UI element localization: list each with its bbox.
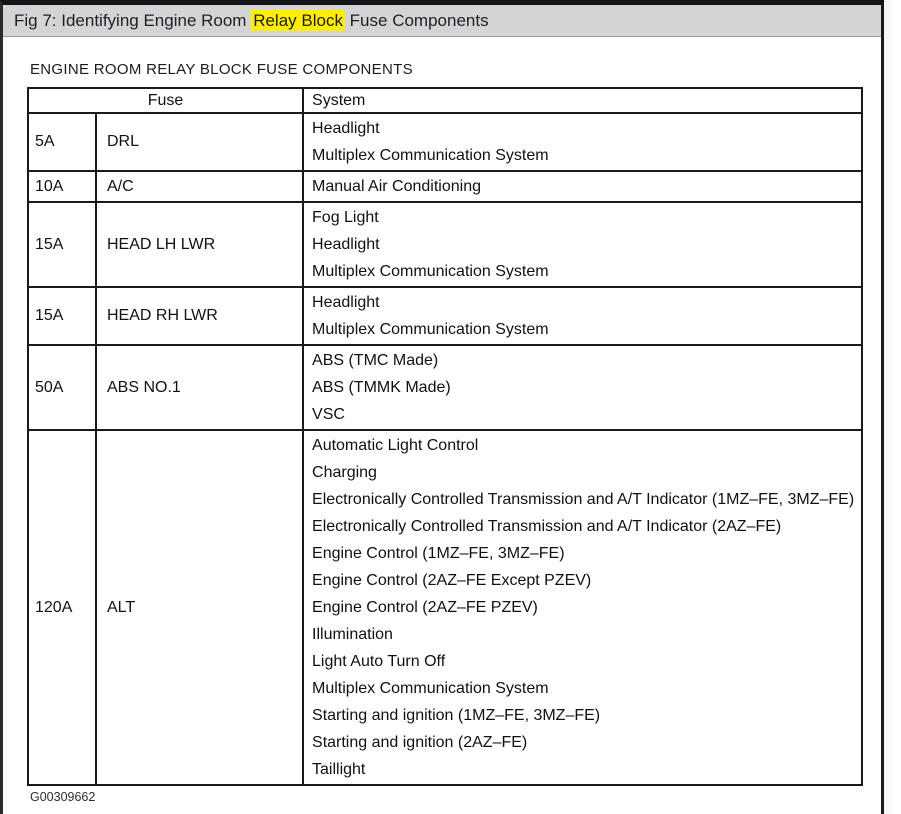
table-header-row xyxy=(28,88,862,113)
system-entry: Starting and ignition (2AZ–FE) xyxy=(312,733,528,751)
fuse-amperage: 5A xyxy=(28,113,96,171)
system-entry: Multiplex Communication System xyxy=(312,320,549,338)
system-entry: Fog Light xyxy=(312,208,379,226)
system-entry: ABS (TMMK Made) xyxy=(312,378,451,396)
table-row xyxy=(28,113,862,171)
system-entry: Multiplex Communication System xyxy=(312,262,549,280)
system-entry: Multiplex Communication System xyxy=(312,146,549,164)
fuse-name: ABS NO.1 xyxy=(96,345,303,430)
table-title: ENGINE ROOM RELAY BLOCK FUSE COMPONENTS xyxy=(30,61,413,78)
right-gutter xyxy=(884,0,901,814)
system-entry: Manual Air Conditioning xyxy=(312,177,482,195)
system-entry: Headlight xyxy=(312,119,380,137)
figure-title-bar xyxy=(3,5,881,37)
fuse-table-body xyxy=(28,113,862,785)
fuse-systems xyxy=(303,430,862,785)
system-entry: Multiplex Communication System xyxy=(312,679,549,697)
system-entry: Light Auto Turn Off xyxy=(312,652,446,670)
fuse-components-table xyxy=(27,87,863,786)
system-entry: Engine Control (1MZ–FE, 3MZ–FE) xyxy=(312,544,565,562)
system-entry: Headlight xyxy=(312,235,380,253)
search-highlight: Relay Block xyxy=(253,10,343,30)
system-entry: ABS (TMC Made) xyxy=(312,351,439,369)
fuse-name: HEAD LH LWR xyxy=(96,202,303,287)
fuse-amperage: 15A xyxy=(28,202,96,287)
system-entry: Engine Control (2AZ–FE PZEV) xyxy=(312,598,538,616)
fuse-systems xyxy=(303,113,862,171)
fuse-amperage: 120A xyxy=(28,430,96,785)
system-entry: Taillight xyxy=(312,760,366,778)
system-entry: Electronically Controlled Transmission and A/T Indicator (2AZ–FE) xyxy=(312,517,782,535)
table-row xyxy=(28,202,862,287)
figure-title-suffix: Fuse Components xyxy=(344,10,489,30)
system-entry: Electronically Controlled Transmission and A/T Indicator (1MZ–FE, 3MZ–FE) xyxy=(312,490,855,508)
table-row xyxy=(28,171,862,202)
column-header-fuse: Fuse xyxy=(28,88,303,113)
fuse-name: HEAD RH LWR xyxy=(96,287,303,345)
fuse-systems xyxy=(303,287,862,345)
fuse-systems xyxy=(303,171,862,202)
system-entry: Engine Control (2AZ–FE Except PZEV) xyxy=(312,571,592,589)
fuse-amperage: 15A xyxy=(28,287,96,345)
fuse-amperage: 50A xyxy=(28,345,96,430)
table-row xyxy=(28,430,862,785)
document-content xyxy=(3,37,881,804)
figure-id: G00309662 xyxy=(30,790,96,804)
system-entry: Automatic Light Control xyxy=(312,436,479,454)
system-entry: Charging xyxy=(312,463,377,481)
system-entry: VSC xyxy=(312,405,345,423)
table-row xyxy=(28,287,862,345)
figure-title xyxy=(14,11,489,31)
fuse-systems xyxy=(303,202,862,287)
fuse-name: ALT xyxy=(96,430,303,785)
fuse-amperage: 10A xyxy=(28,171,96,202)
system-entry: Starting and ignition (1MZ–FE, 3MZ–FE) xyxy=(312,706,601,724)
column-header-system: System xyxy=(303,88,862,113)
system-entry: Headlight xyxy=(312,293,380,311)
system-entry: Illumination xyxy=(312,625,393,643)
figure-title-prefix: Fig 7: Identifying Engine Room xyxy=(14,10,252,30)
fuse-systems xyxy=(303,345,862,430)
fuse-name: DRL xyxy=(96,113,303,171)
fuse-name: A/C xyxy=(96,171,303,202)
table-row xyxy=(28,345,862,430)
